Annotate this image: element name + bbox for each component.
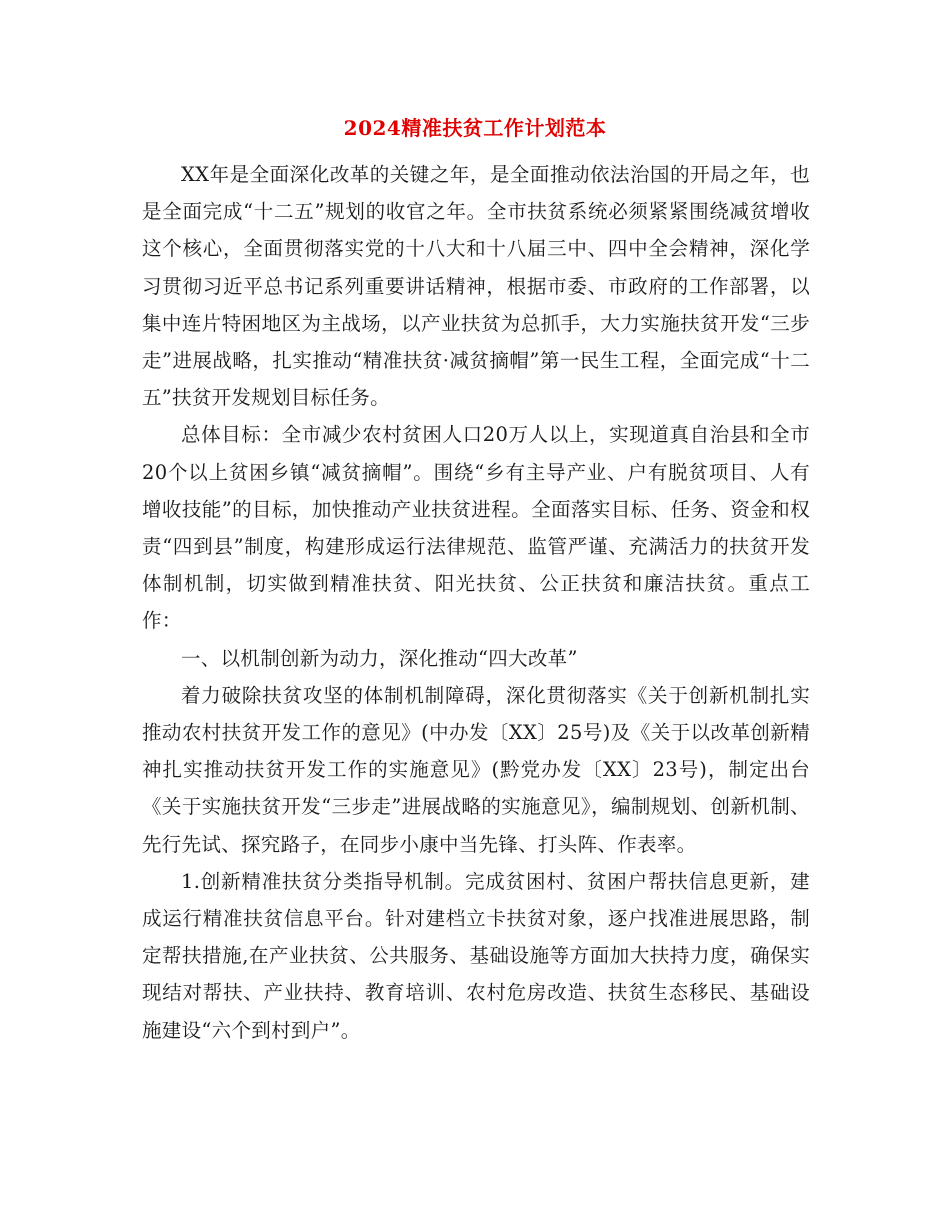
document-body <box>142 156 810 1049</box>
paragraph-reform: 着力破除扶贫攻坚的体制机制障碍，深化贯彻落实《关于创新机制扎实推动农村扶贫开发工作的意见》(中办发〔XX〕25号)及《关于以改革创新精神扎实推动扶贫开发工作的实施意见》(黔党办发〔XX〕23号)，制定出台《关于实施扶贫开发“三步走”进展战略的实施意见》，编制规划、创新机制、先行先试、探究路子，在同步小康中当先锋、打头阵、作表率。 <box>142 683 810 856</box>
paragraph-overall-goal: 总体目标：全市减少农村贫困人口20万人以上，实现道真自治县和全市20个以上贫困乡镇“减贫摘帽”。围绕“乡有主导产业、户有脱贫项目、人有增收技能”的目标，加快推动产业扶贫进程。全面落实目标、任务、资金和权责“四到县”制度，构建形成运行法律规范、监管严谨、充满活力的扶贫开发体制机制，切实做到精准扶贫、阳光扶贫、公正扶贫和廉洁扶贫。重点工作： <box>142 423 810 633</box>
paragraph-intro: XX年是全面深化改革的关键之年，是全面推动依法治国的开局之年，也是全面完成“十二五”规划的收官之年。全市扶贫系统必须紧紧围绕减贫增收这个核心，全面贯彻落实党的十八大和十八届三中、四中全会精神，深化学习贯彻习近平总书记系列重要讲话精神，根据市委、市政府的工作部署，以集中连片特困地区为主战场，以产业扶贫为总抓手，大力实施扶贫开发“三步走”进展战略，扎实推动“精准扶贫·减贫摘帽”第一民生工程，全面完成“十二五”扶贫开发规划目标任务。 <box>142 163 810 410</box>
paragraph-item-1: 1.创新精准扶贫分类指导机制。完成贫困村、贫困户帮扶信息更新，建成运行精准扶贫信息平台。针对建档立卡扶贫对象，逐户找准进展思路，制定帮扶措施,在产业扶贫、公共服务、基础设施等方面加大扶持力度，确保实现结对帮扶、产业扶持、教育培训、农村危房改造、扶贫生态移民、基础设施建设“六个到村到户”。 <box>142 869 810 1042</box>
section-heading-1: 一、以机制创新为动力，深化推动“四大改革” <box>181 646 578 670</box>
document-title: 2024精准扶贫工作计划范本 <box>343 116 607 140</box>
